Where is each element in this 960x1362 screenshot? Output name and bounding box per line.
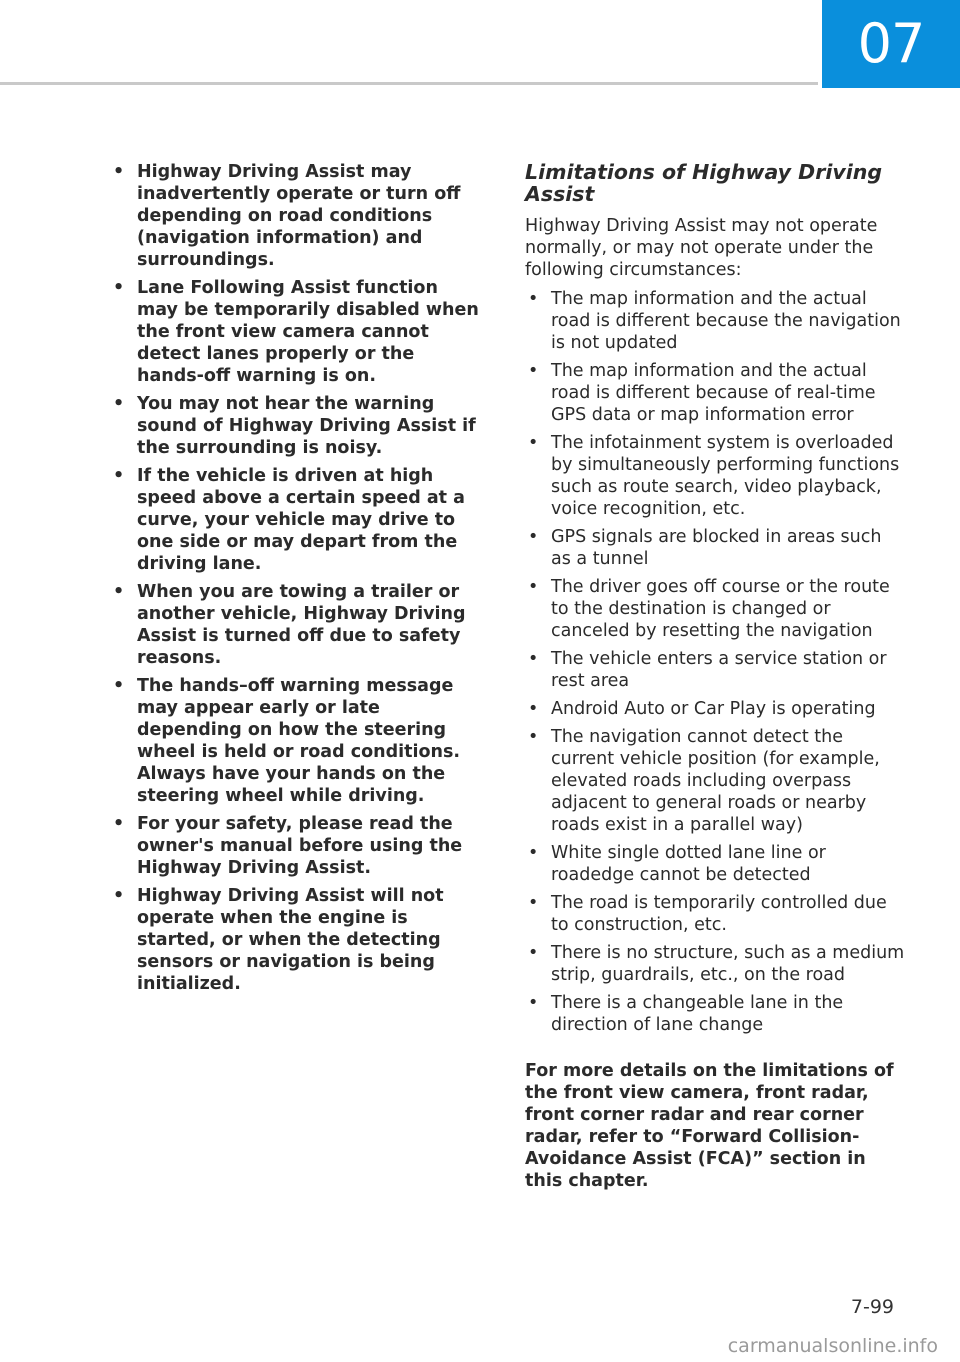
bullet-icon: • xyxy=(528,843,539,863)
left-bullet-list xyxy=(110,161,482,995)
list-item: • For your safety, please read the owner's manual before using the Highway Driving Assist. xyxy=(113,814,463,878)
chapter-tab: 07 xyxy=(822,0,960,88)
list-item: • When you are towing a trailer or another vehicle, Highway Driving Assist is turned off due to safety reasons. xyxy=(113,582,466,668)
list-item: • There is a changeable lane in the direction of lane change xyxy=(528,993,844,1035)
list-item: • Android Auto or Car Play is operating xyxy=(528,699,876,719)
bullet-icon: • xyxy=(528,361,539,381)
list-item: • The vehicle enters a service station or rest area xyxy=(528,649,887,691)
list-item: • White single dotted lane line or roadedge cannot be detected xyxy=(528,843,826,885)
list-item: • Lane Following Assist function may be temporarily disabled when the front view camera cannot detect lanes properly or the hands-off warning is on. xyxy=(113,278,479,386)
page-number: 7-99 xyxy=(850,1296,894,1318)
bullet-icon: • xyxy=(113,394,125,414)
bullet-icon: • xyxy=(528,649,539,669)
bullet-icon: • xyxy=(528,993,539,1013)
limitations-list xyxy=(525,288,905,1036)
bullet-icon: • xyxy=(528,527,539,547)
list-item: • You may not hear the warning sound of Highway Driving Assist if the surrounding is noisy. xyxy=(113,394,476,458)
list-item: • The map information and the actual road is different because the navigation is not updated xyxy=(528,289,901,353)
bullet-icon: • xyxy=(528,433,539,453)
bullet-icon: • xyxy=(113,582,125,602)
section-intro: Highway Driving Assist may not operate normally, or may not operate under the following circumstances: xyxy=(525,216,878,280)
list-item: • The infotainment system is overloaded by simultaneously performing functions such as route search, video playback, voice recognition, etc. xyxy=(528,433,900,519)
bullet-icon: • xyxy=(528,727,539,747)
closing-note: For more details on the limitations of the front view camera, front radar, front corner radar and rear corner radar, refer to “Forward Collision-Avoidance Assist (FCA)” section in this chapter. xyxy=(525,1061,894,1191)
list-item: • If the vehicle is driven at high speed above a certain speed at a curve, your vehicle may drive to one side or may depart from the driving lane. xyxy=(113,466,465,574)
bullet-icon: • xyxy=(113,886,125,906)
bullet-icon: • xyxy=(528,893,539,913)
list-item: • Highway Driving Assist may inadvertently operate or turn off depending on road conditions (navigation information) and surroundings. xyxy=(113,162,461,270)
bullet-icon: • xyxy=(528,289,539,309)
list-item: • The road is temporarily controlled due to construction, etc. xyxy=(528,893,887,935)
list-item: • The driver goes off course or the route to the destination is changed or canceled by resetting the navigation xyxy=(528,577,890,641)
bullet-icon: • xyxy=(528,699,539,719)
bullet-icon: • xyxy=(528,943,539,963)
list-item: • The hands–off warning message may appear early or late depending on how the steering wheel is held or road conditions. Always have your hands on the steering wheel while driving. xyxy=(113,676,461,806)
list-item: • The navigation cannot detect the current vehicle position (for example, elevated roads including overpass adjacent to general roads or nearby roads exist in a parallel way) xyxy=(528,727,880,835)
right-column xyxy=(525,161,905,1192)
section-title: Limitations of Highway Driving Assist xyxy=(525,160,882,206)
bullet-icon: • xyxy=(113,162,125,182)
bullet-icon: • xyxy=(528,577,539,597)
bullet-icon: • xyxy=(113,466,125,486)
list-item: • GPS signals are blocked in areas such as a tunnel xyxy=(528,527,882,569)
bullet-icon: • xyxy=(113,278,125,298)
bullet-icon: • xyxy=(113,814,125,834)
list-item: • There is no structure, such as a medium strip, guardrails, etc., on the road xyxy=(528,943,905,985)
list-item: • The map information and the actual road is different because of real-time GPS data or map information error xyxy=(528,361,876,425)
watermark-text[interactable]: carmanualsonline.info xyxy=(727,1335,938,1357)
bullet-icon: • xyxy=(113,676,125,696)
left-column xyxy=(110,161,482,1001)
list-item: • Highway Driving Assist will not operate when the engine is started, or when the detecting sensors or navigation is being initialized. xyxy=(113,886,444,994)
header-rule xyxy=(0,82,818,85)
